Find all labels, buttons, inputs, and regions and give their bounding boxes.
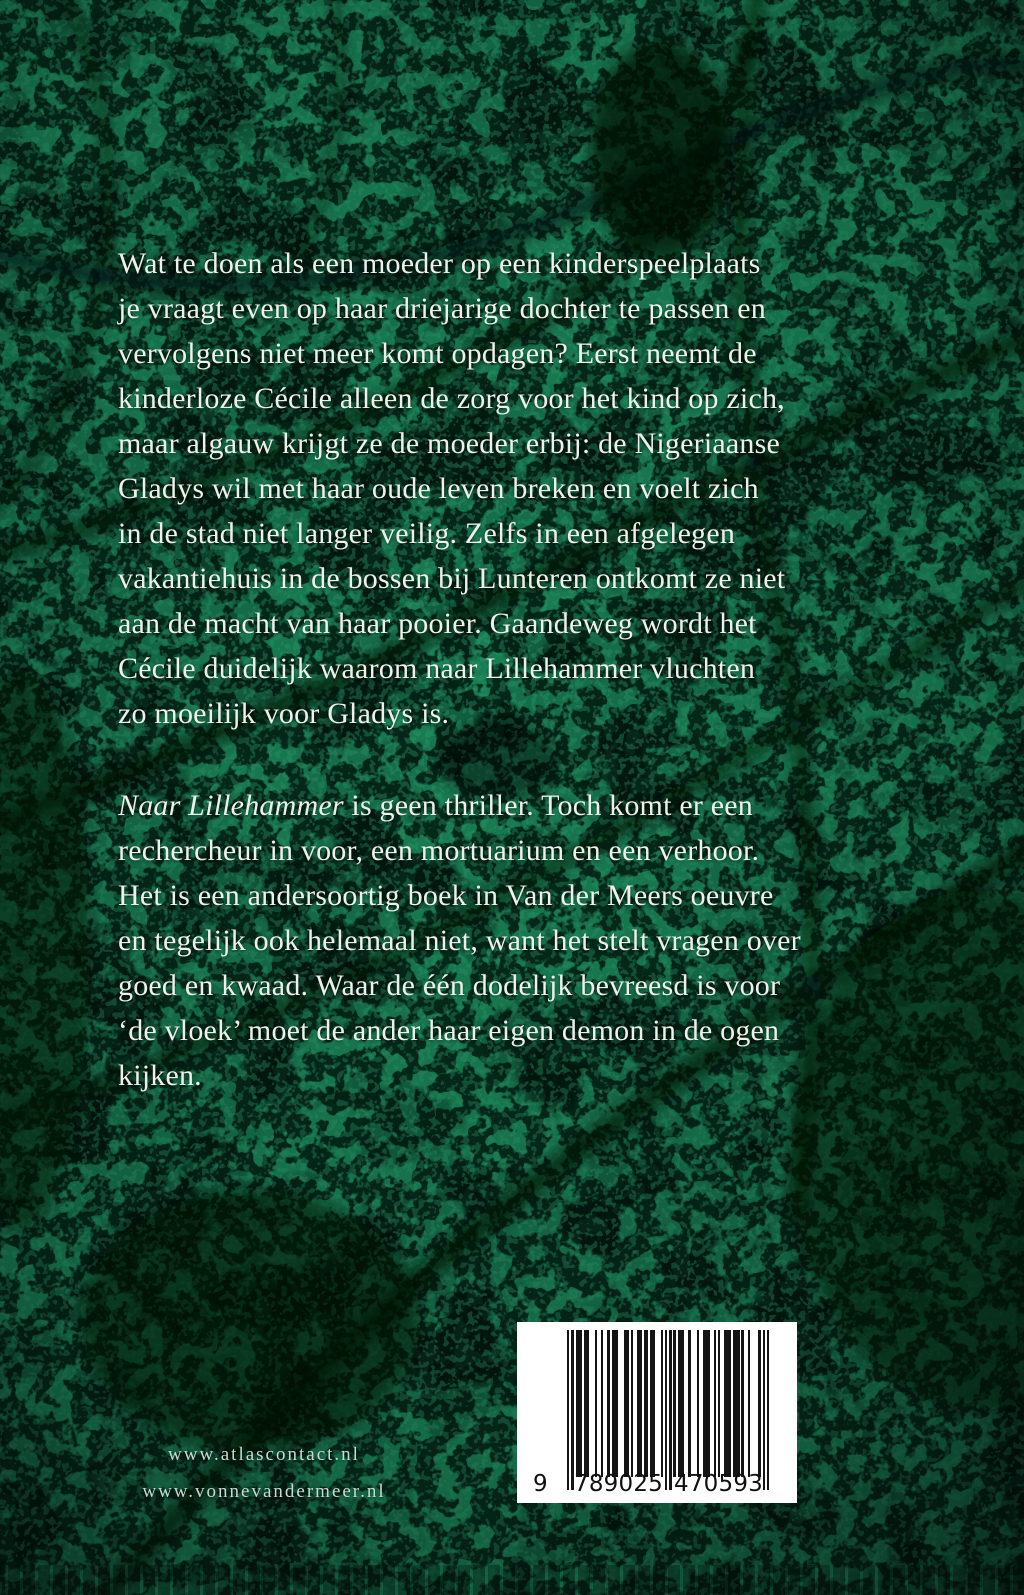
barcode-bar xyxy=(652,1330,654,1477)
synopsis-line: Cécile duidelijk waarom naar Lillehammer vluchten xyxy=(118,652,756,685)
synopsis-line: Gladys wil met haar oude leven breken en voelt zich xyxy=(118,472,759,505)
synopsis-line: vakantiehuis in de bossen bij Lunteren ontkomt ze niet xyxy=(118,562,786,595)
review-line: ‘de vloek’ moet de ander haar eigen demon in de ogen xyxy=(118,1014,780,1047)
barcode-bar xyxy=(767,1330,769,1490)
barcode-bars xyxy=(567,1330,769,1490)
barcode xyxy=(517,1322,797,1503)
author-url: www.vonnevandermeer.nl xyxy=(142,1481,386,1502)
barcode-bar xyxy=(607,1330,609,1477)
synopsis-line: maar algauw krijgt ze de moeder erbij: de Nigeriaanse xyxy=(118,427,780,460)
barcode-bar xyxy=(673,1330,675,1477)
barcode-digit-right: 470593 xyxy=(674,1471,763,1497)
review-line-rest: is geen thriller. Toch komt er een xyxy=(343,789,753,822)
review-line: kijken. xyxy=(118,1059,202,1092)
barcode-bar xyxy=(741,1330,743,1477)
barcode-bar xyxy=(748,1330,750,1477)
synopsis-line: kinderloze Cécile alleen de zorg voor het kind op zich, xyxy=(118,382,785,415)
barcode-digit-left: 789025 xyxy=(574,1471,663,1497)
barcode-bar xyxy=(567,1330,569,1490)
barcode-bar xyxy=(758,1330,760,1477)
review-line: rechercheur in voor, een mortuarium en een verhoor. xyxy=(118,834,760,867)
barcode-bar xyxy=(763,1330,765,1490)
barcode-bar xyxy=(688,1330,690,1477)
barcode-bar xyxy=(580,1330,582,1477)
publisher-links xyxy=(114,1436,414,1510)
synopsis-line: in de stad niet langer veilig. Zelfs in een afgelegen xyxy=(118,517,736,550)
barcode-bar xyxy=(707,1330,709,1477)
barcode-bar xyxy=(682,1330,684,1477)
review-line: Het is een andersoortig boek in Van der Meers oeuvre xyxy=(118,879,774,912)
barcode-bar xyxy=(616,1330,618,1477)
review-line: en tegelijk ook helemaal niet, want het stelt vragen over xyxy=(118,924,801,957)
barcode-bar xyxy=(571,1330,573,1490)
barcode-bar xyxy=(661,1330,663,1477)
barcode-bar xyxy=(669,1330,671,1490)
review-paragraph xyxy=(118,783,801,1098)
barcode-digit-lead: 9 xyxy=(533,1471,548,1497)
barcode-bar xyxy=(595,1330,597,1477)
synopsis-line: je vraagt even op haar driejarige dochter te passen en xyxy=(118,292,766,325)
barcode-bar xyxy=(627,1330,629,1477)
barcode-bar xyxy=(729,1330,731,1477)
barcode-bar xyxy=(646,1330,648,1477)
synopsis-line: aan de macht van haar pooier. Gaandeweg wordt het xyxy=(118,607,757,640)
synopsis-paragraph xyxy=(118,241,785,736)
bottom-edge-smear xyxy=(0,1565,1024,1595)
barcode-bar xyxy=(601,1330,603,1477)
review-line xyxy=(118,783,801,828)
barcode-bar xyxy=(714,1330,716,1477)
barcode-bar xyxy=(586,1330,588,1477)
barcode-bar xyxy=(737,1330,739,1477)
barcode-bar xyxy=(665,1330,667,1490)
barcode-bar xyxy=(639,1330,641,1477)
barcode-bar xyxy=(697,1330,699,1477)
publisher-url: www.atlascontact.nl xyxy=(168,1444,360,1465)
synopsis-line: vervolgens niet meer komt opdagen? Eerst neemt de xyxy=(118,337,757,370)
barcode-bar xyxy=(631,1330,633,1477)
review-line: goed en kwaad. Waar de één dodelijk bevreesd is voor xyxy=(118,969,781,1002)
synopsis-line: zo moeilijk voor Gladys is. xyxy=(118,697,450,730)
synopsis-line: Wat te doen als een moeder op een kinderspeelplaats xyxy=(118,247,761,280)
barcode-bar xyxy=(718,1330,720,1477)
book-title-italic: Naar Lillehammer xyxy=(118,789,344,822)
